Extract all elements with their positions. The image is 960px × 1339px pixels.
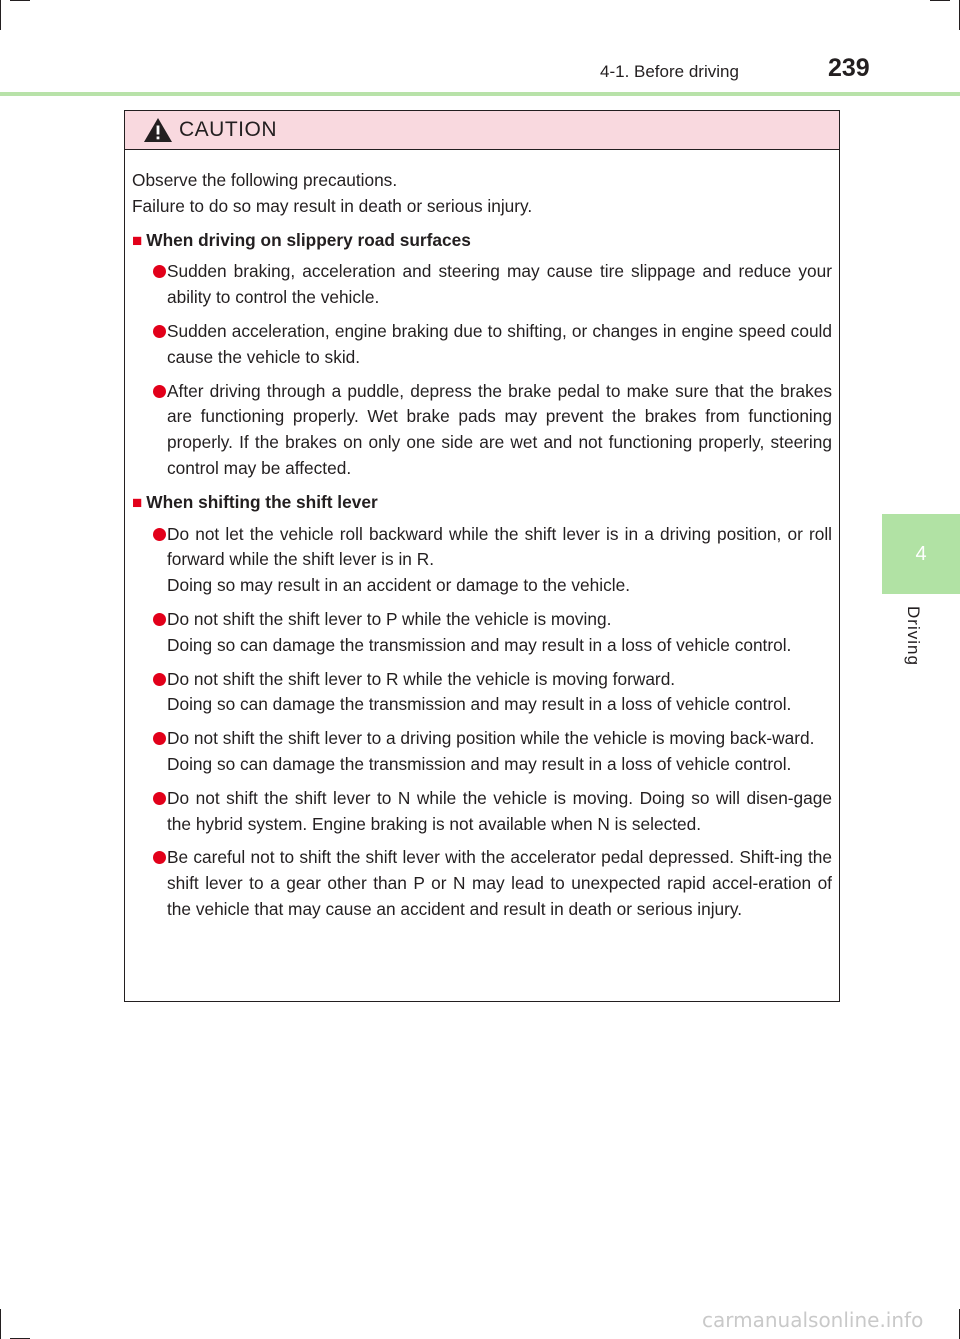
crop-mark-top-right-h: [930, 0, 950, 1]
bullet-dot-icon: [153, 792, 166, 805]
chapter-number: 4: [915, 542, 927, 565]
caution-intro: [132, 168, 832, 220]
chapter-label: Driving: [904, 606, 923, 666]
list-item: [132, 259, 832, 311]
list-item: [132, 379, 832, 482]
bullet-dot-icon: [153, 851, 166, 864]
item-text: Sudden acceleration, engine braking due to shifting, or changes in engine speed could cause the vehicle to skid.: [167, 320, 832, 367]
bullet-dot-icon: [153, 528, 166, 541]
crop-mark-top-left-h: [10, 0, 30, 1]
caution-header: [125, 111, 839, 150]
list-item: [132, 522, 832, 599]
item-text: Do not let the vehicle roll backward while the shift lever is in a driving position, or roll forward while the shift lever is in R.: [167, 523, 832, 570]
section-title: 4-1. Before driving: [600, 62, 739, 81]
caution-title: CAUTION: [179, 118, 277, 141]
bullet-dot-icon: [153, 265, 166, 278]
list-item: [132, 319, 832, 371]
bullet-dot-icon: [153, 613, 166, 626]
square-bullet-icon: ■: [132, 230, 143, 250]
item-text: Sudden braking, acceleration and steering may cause tire slippage and reduce your ability to control the vehicle.: [167, 261, 832, 308]
page-number: 239: [828, 54, 870, 82]
section-heading: [132, 228, 832, 254]
item-text: Do not shift the shift lever to P while the vehicle is moving.: [167, 608, 612, 629]
header-rule: [0, 92, 960, 96]
caution-box: [124, 110, 840, 1002]
list-item: [132, 786, 832, 838]
item-text: Do not shift the shift lever to N while the vehicle is moving. Doing so will disen-gage the hybrid system. Engine braking is not available when N is selected.: [167, 787, 832, 834]
list-item: [132, 845, 832, 922]
crop-mark-top-left-v: [0, 0, 1, 30]
item-text: Doing so can damage the transmission and may result in a loss of vehicle control.: [167, 694, 792, 715]
section-heading: [132, 490, 832, 516]
bullet-dot-icon: [153, 732, 166, 745]
intro-line: Failure to do so may result in death or serious injury.: [132, 195, 533, 216]
bullet-dot-icon: [153, 385, 166, 398]
section-heading-text: When driving on slippery road surfaces: [146, 229, 471, 250]
bullet-dot-icon: [153, 673, 166, 686]
intro-line: Observe the following precautions.: [132, 170, 398, 190]
caution-body: [125, 150, 839, 923]
watermark: carmanualsonline.info: [702, 1308, 924, 1332]
item-text: Doing so can damage the transmission and may result in a loss of vehicle control.: [167, 634, 792, 655]
item-text: After driving through a puddle, depress the brake pedal to make sure that the brakes are functioning properly. Wet brake pads may prevent the brakes from functioning properly. If the brakes on only one side are wet and not functioning properly, steering control may be affected.: [167, 380, 832, 478]
item-text: Be careful not to shift the shift lever with the accelerator pedal depressed. Shift-ing the shift lever to a gear other than P or N may lead to unexpected rapid accel-eration of the vehicle that may cause an accident and result in death or serious injury.: [167, 847, 832, 919]
chapter-tab: [882, 514, 960, 594]
warning-triangle-icon: [143, 117, 173, 143]
list-item: [132, 667, 832, 719]
item-text: Doing so may result in an accident or damage to the vehicle.: [167, 575, 631, 596]
item-text: Doing so can damage the transmission and may result in a loss of vehicle control.: [167, 753, 792, 774]
square-bullet-icon: ■: [132, 492, 143, 512]
crop-mark-bottom-left-v: [0, 1309, 1, 1339]
list-item: [132, 726, 832, 778]
item-text: Do not shift the shift lever to a driving position while the vehicle is moving back-ward.: [167, 728, 815, 749]
item-text: Do not shift the shift lever to R while the vehicle is moving forward.: [167, 668, 676, 689]
bullet-dot-icon: [153, 325, 166, 338]
section-heading-text: When shifting the shift lever: [146, 491, 378, 512]
list-item: [132, 607, 832, 659]
